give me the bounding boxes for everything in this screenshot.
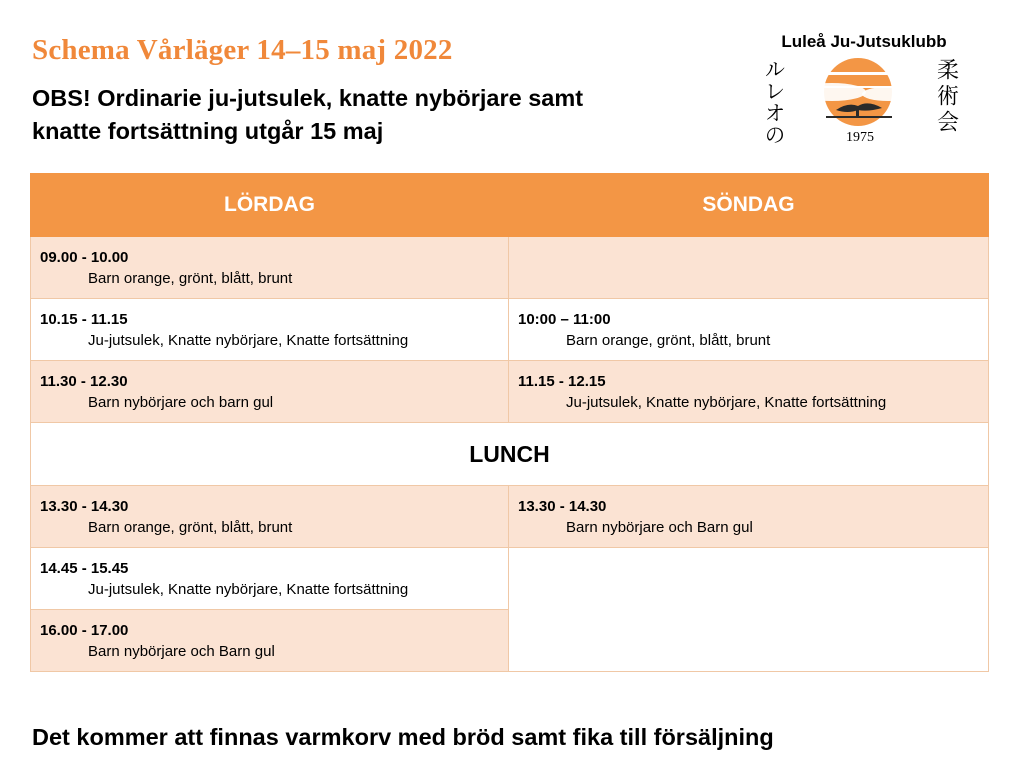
table-row <box>31 361 989 423</box>
session-groups: Barn orange, grönt, blått, brunt <box>566 332 771 349</box>
session-time: 11.30 - 12.30 <box>40 373 128 390</box>
session-groups: Ju-jutsulek, Knatte nybörjare, Knatte fortsättning <box>88 581 409 598</box>
lunch-label: LUNCH <box>31 423 989 486</box>
sun-bonsai-logo-icon <box>798 58 914 126</box>
session-cell <box>31 486 509 548</box>
session-cell <box>31 548 509 610</box>
session-time: 10.15 - 11.15 <box>40 311 128 328</box>
empty-cell <box>509 548 989 672</box>
notice-line-2: knatte fortsättning utgår 15 maj <box>32 118 384 144</box>
page-title: Schema Vårläger 14–15 maj 2022 <box>32 34 453 66</box>
session-groups: Barn nybörjare och Barn gul <box>566 519 753 536</box>
session-groups: Barn nybörjare och barn gul <box>88 394 274 411</box>
table-row <box>31 299 989 361</box>
notice-line-1: OBS! Ordinarie ju-jutsulek, knatte nybörjare samt <box>32 85 584 111</box>
session-time: 14.45 - 15.45 <box>40 560 129 577</box>
logo-year: 1975 <box>846 130 874 145</box>
club-logo <box>756 28 972 150</box>
lunch-row <box>31 423 989 486</box>
session-time: 13.30 - 14.30 <box>40 498 129 515</box>
session-time: 16.00 - 17.00 <box>40 622 129 639</box>
table-row <box>31 486 989 548</box>
session-time: 10:00 – 11:00 <box>518 311 611 328</box>
logo-kanji-vertical: 柔術会 <box>933 58 959 136</box>
logo-kana-vertical: ルレオの <box>762 58 786 146</box>
session-groups: Barn orange, grönt, blått, brunt <box>88 519 293 536</box>
footer-note: Det kommer att finnas varmkorv med bröd samt fika till försäljning <box>32 724 774 750</box>
club-name: Luleå Ju-Jutsuklubb <box>781 32 947 51</box>
table-row <box>31 548 989 610</box>
session-time: 13.30 - 14.30 <box>518 498 607 515</box>
empty-cell <box>509 237 989 299</box>
session-groups: Barn nybörjare och Barn gul <box>88 643 275 660</box>
column-header-saturday: LÖRDAG <box>31 174 509 237</box>
session-cell <box>509 299 989 361</box>
session-cell <box>509 486 989 548</box>
session-cell <box>31 237 509 299</box>
schedule-header-row <box>31 174 989 237</box>
session-groups: Barn orange, grönt, blått, brunt <box>88 270 293 287</box>
session-groups: Ju-jutsulek, Knatte nybörjare, Knatte fortsättning <box>566 394 887 411</box>
session-cell <box>31 299 509 361</box>
column-header-sunday: SÖNDAG <box>509 174 989 237</box>
session-time: 11.15 - 12.15 <box>518 373 606 390</box>
schedule-table <box>30 173 989 672</box>
session-cell <box>31 361 509 423</box>
session-cell <box>31 610 509 672</box>
notice-text <box>32 82 732 148</box>
session-time: 09.00 - 10.00 <box>40 249 129 266</box>
table-row <box>31 237 989 299</box>
session-cell <box>509 361 989 423</box>
session-groups: Ju-jutsulek, Knatte nybörjare, Knatte fortsättning <box>88 332 409 349</box>
